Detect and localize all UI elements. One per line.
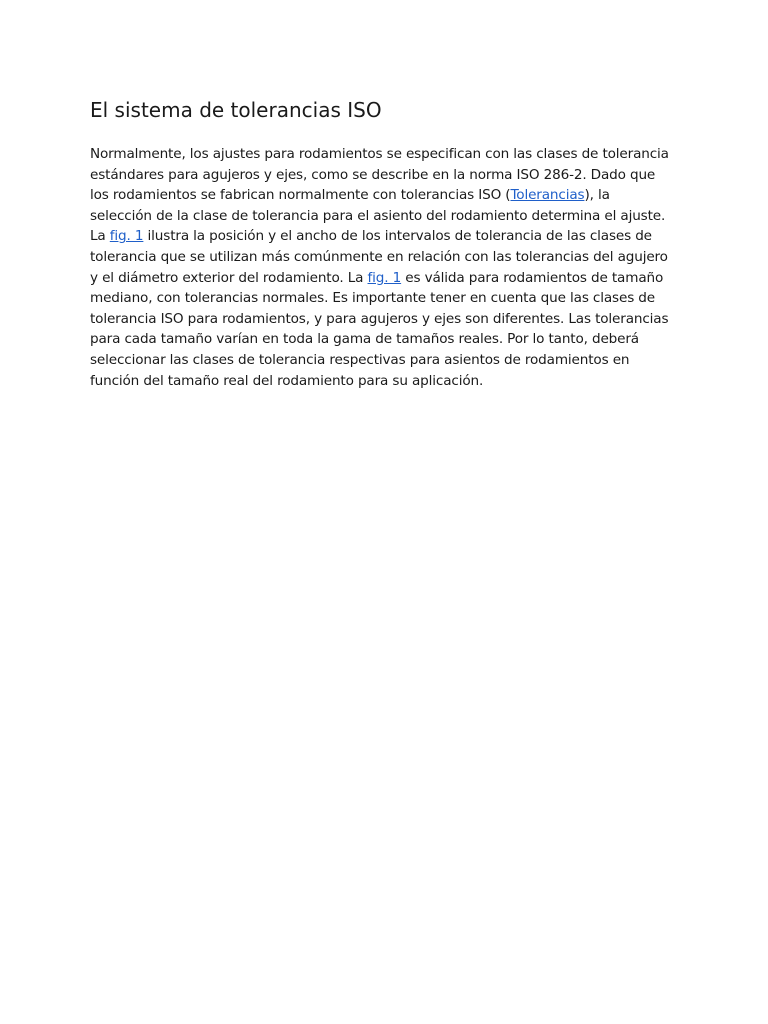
- paragraph-text: es válida para rodamientos de tamaño mediano, con tolerancias normales. Es importante tener en cuenta que las clases de tolerancia ISO para rodamientos, y para agujeros y ejes son diferentes. Las tolerancias para cada tamaño varían en toda la gama de tamaños reales. Por lo tanto, deberá seleccionar las clases de tolerancia respectivas para asientos de rodamientos en función del tamaño real del rodamiento para su aplicación.: [90, 269, 669, 389]
- body-paragraph: [90, 144, 675, 391]
- tolerancias-link[interactable]: Tolerancias: [510, 187, 585, 204]
- page-title: El sistema de tolerancias ISO: [90, 98, 382, 122]
- paragraph-text: ), la selección de la clase de tolerancia para el asiento del rodamiento determina el ajuste. La: [90, 187, 666, 245]
- paragraph-text: ilustra la posición y el ancho de los intervalos de tolerancia de las clases de tolerancia que se utilizan más comúnmente en relación con las tolerancias del agujero y el diámetro exterior del rodamiento. La: [90, 228, 668, 286]
- fig-1-link[interactable]: fig. 1: [367, 269, 402, 286]
- document-page: [90, 96, 675, 391]
- paragraph-text: Normalmente, los ajustes para rodamientos se especifican con las clases de tolerancia estándares para agujeros y ejes, como se describe en la norma ISO 286-2. Dado que los rodamientos se fabrican normalmente con tolerancias ISO (: [90, 146, 669, 204]
- fig-1-link[interactable]: fig. 1: [109, 228, 144, 245]
